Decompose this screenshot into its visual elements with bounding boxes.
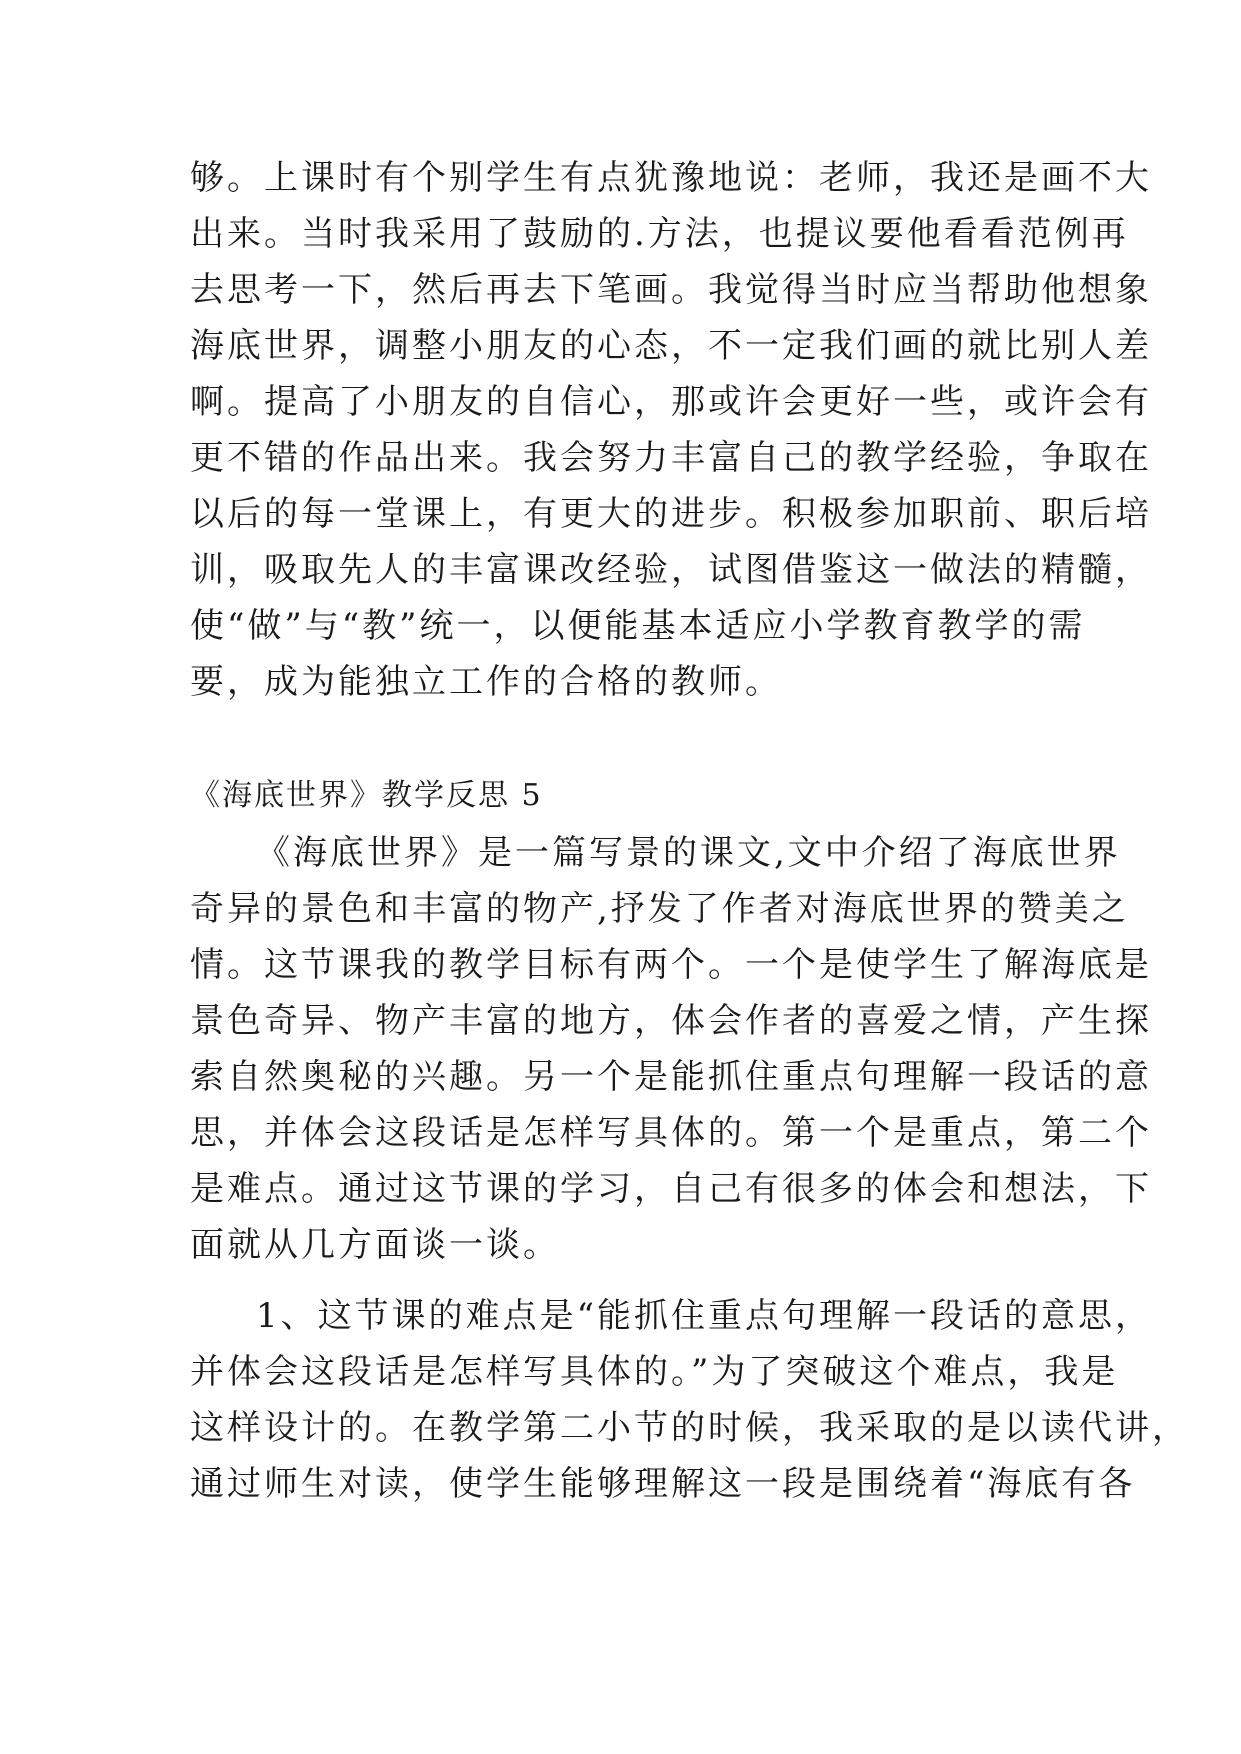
text-line: 海底世界，调整小朋友的心态，不一定我们画的就比别人差 [190, 326, 1152, 366]
text-line: 思，并体会这段话是怎样写具体的。第一个是重点，第二个 [190, 1113, 1152, 1153]
text-line: 情。这节课我的教学目标有两个。一个是使学生了解海底是 [190, 945, 1152, 985]
text-line: 通过师生对读，使学生能够理解这一段是围绕着“海底有各 [190, 1464, 1136, 1504]
section-heading: 《海底世界》教学反思 5 [190, 778, 543, 813]
text-line: 出来。当时我采用了鼓励的.方法，也提议要他看看范例再 [190, 214, 1129, 254]
text-line: 1、这节课的难点是“能抓住重点句理解一段话的意思， [256, 1296, 1153, 1336]
text-line: 奇异的景色和丰富的物产,抒发了作者对海底世界的赞美之 [190, 889, 1129, 929]
text-line: 《海底世界》是一篇写景的课文,文中介绍了海底世界 [256, 833, 1121, 873]
text-line: 景色奇异、物产丰富的地方，体会作者的喜爱之情，产生探 [190, 1001, 1152, 1041]
text-line: 面就从几方面谈一谈。 [190, 1225, 560, 1265]
text-line: 要，成为能独立工作的合格的教师。 [190, 662, 782, 702]
text-line: 并体会这段话是怎样写具体的。”为了突破这个难点，我是 [190, 1352, 1119, 1392]
text-line: 是难点。通过这节课的学习，自己有很多的体会和想法，下 [190, 1169, 1152, 1209]
text-line: 训，吸取先人的丰富课改经验，试图借鉴这一做法的精髓， [190, 550, 1152, 590]
text-line: 更不错的作品出来。我会努力丰富自己的教学经验，争取在 [190, 438, 1152, 478]
text-line: 这样设计的。在教学第二小节的时候，我采取的是以读代讲， [190, 1408, 1189, 1448]
text-line: 索自然奥秘的兴趣。另一个是能抓住重点句理解一段话的意 [190, 1057, 1152, 1097]
text-line: 够。上课时有个别学生有点犹豫地说：老师，我还是画不大 [190, 158, 1152, 198]
text-line: 去思考一下，然后再去下笔画。我觉得当时应当帮助他想象 [190, 270, 1152, 310]
text-line: 以后的每一堂课上，有更大的进步。积极参加职前、职后培 [190, 494, 1152, 534]
text-line: 使“做”与“教”统一，以便能基本适应小学教育教学的需 [190, 606, 1086, 646]
text-line: 啊。提高了小朋友的自信心，那或许会更好一些，或许会有 [190, 382, 1152, 422]
